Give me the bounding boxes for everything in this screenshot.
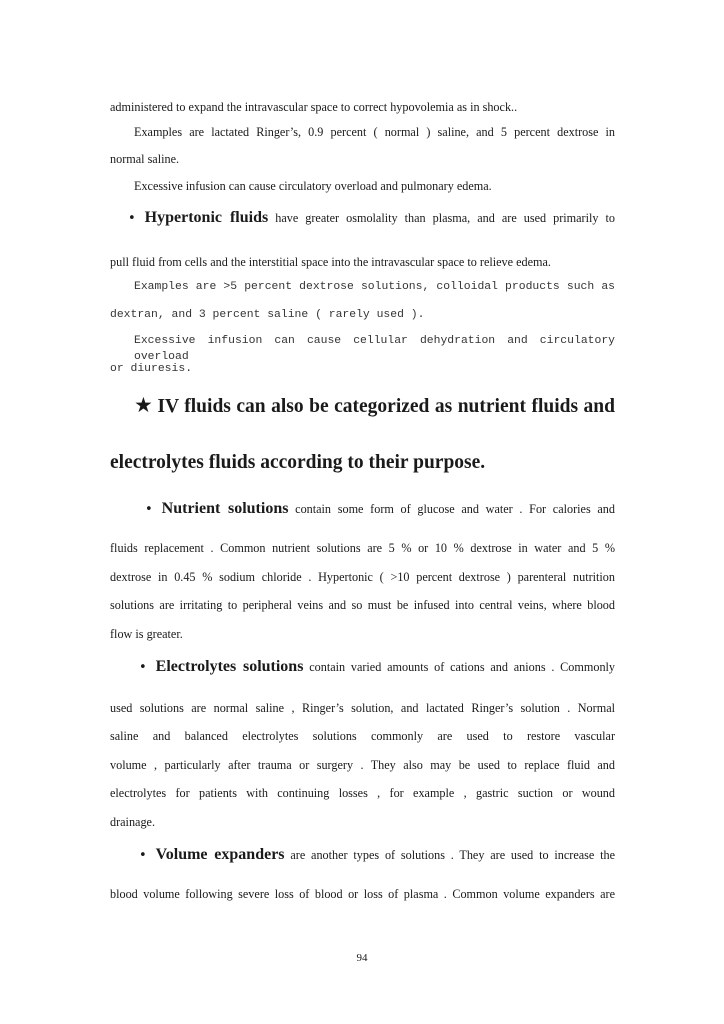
bullet-item-hypertonic (128, 210, 615, 227)
term-electrolytes-solutions: Electrolytes solutions (155, 658, 304, 675)
section-heading-continued: electrolytes fluids according to their purpose. (110, 452, 486, 473)
section-heading (134, 394, 615, 418)
text-span: have greater osmolality than plasma, and are used primarily to (275, 211, 615, 225)
heading-text: IV fluids can also be categorized as nutrient fluids and (157, 396, 615, 417)
text-line: volume , particularly after trauma or surgery . They also may be used to replace fluid and (110, 758, 615, 772)
text-line: Excessive infusion can cause cellular dehydration and circulatory overload (134, 335, 615, 363)
text-span: contain varied amounts of cations and anions . Commonly (309, 660, 616, 674)
star-icon: ★ (134, 393, 154, 417)
text-line: dextrose in 0.45 % sodium chloride . Hypertonic ( >10 percent dextrose ) parenteral nutrition (110, 570, 615, 584)
text-line: Excessive infusion can cause circulatory overload and pulmonary edema. (134, 179, 492, 193)
bullet-item-electrolytes (139, 659, 615, 676)
text-line: Examples are >5 percent dextrose solutions, colloidal products such as (134, 281, 615, 293)
bullet-icon: • (139, 660, 147, 675)
text-line: or diuresis. (110, 363, 193, 375)
bullet-icon: • (128, 211, 136, 226)
text-line: drainage. (110, 815, 156, 829)
term-nutrient-solutions: Nutrient solutions (161, 500, 289, 517)
text-line: solutions are irritating to peripheral veins and so must be infused into central veins, where blood (110, 598, 615, 612)
text-span: contain some form of glucose and water . For calories and (295, 502, 615, 516)
term-volume-expanders: Volume expanders (155, 846, 285, 863)
text-line: flow is greater. (110, 627, 183, 641)
text-line: fluids replacement . Common nutrient solutions are 5 % or 10 % dextrose in water and 5 % (110, 541, 615, 555)
bullet-item-volume-expanders (139, 847, 615, 864)
text-line: dextran, and 3 percent saline ( rarely used ). (110, 309, 425, 321)
text-span: are another types of solutions . They are used to increase the (290, 848, 616, 862)
text-line: administered to expand the intravascular space to correct hypovolemia as in shock.. (110, 100, 518, 114)
bullet-icon: • (139, 848, 147, 863)
text-line: used solutions are normal saline , Ringer’s solution, and lactated Ringer’s solution . Normal (110, 701, 615, 715)
text-line: electrolytes for patients with continuing losses , for example , gastric suction or wound (110, 786, 615, 800)
bullet-item-nutrient (145, 501, 615, 518)
text-line: saline and balanced electrolytes solutions commonly are used to restore vascular (110, 729, 615, 743)
text-line: pull fluid from cells and the interstitial space into the intravascular space to relieve edema. (110, 255, 551, 269)
text-line: Examples are lactated Ringer’s, 0.9 percent ( normal ) saline, and 5 percent dextrose in (134, 125, 615, 139)
term-hypertonic-fluids: Hypertonic fluids (144, 209, 269, 226)
bullet-icon: • (145, 502, 153, 517)
text-line: normal saline. (110, 152, 180, 166)
text-line: blood volume following severe loss of blood or loss of plasma . Common volume expanders are (110, 887, 615, 901)
page-number: 94 (356, 952, 368, 964)
